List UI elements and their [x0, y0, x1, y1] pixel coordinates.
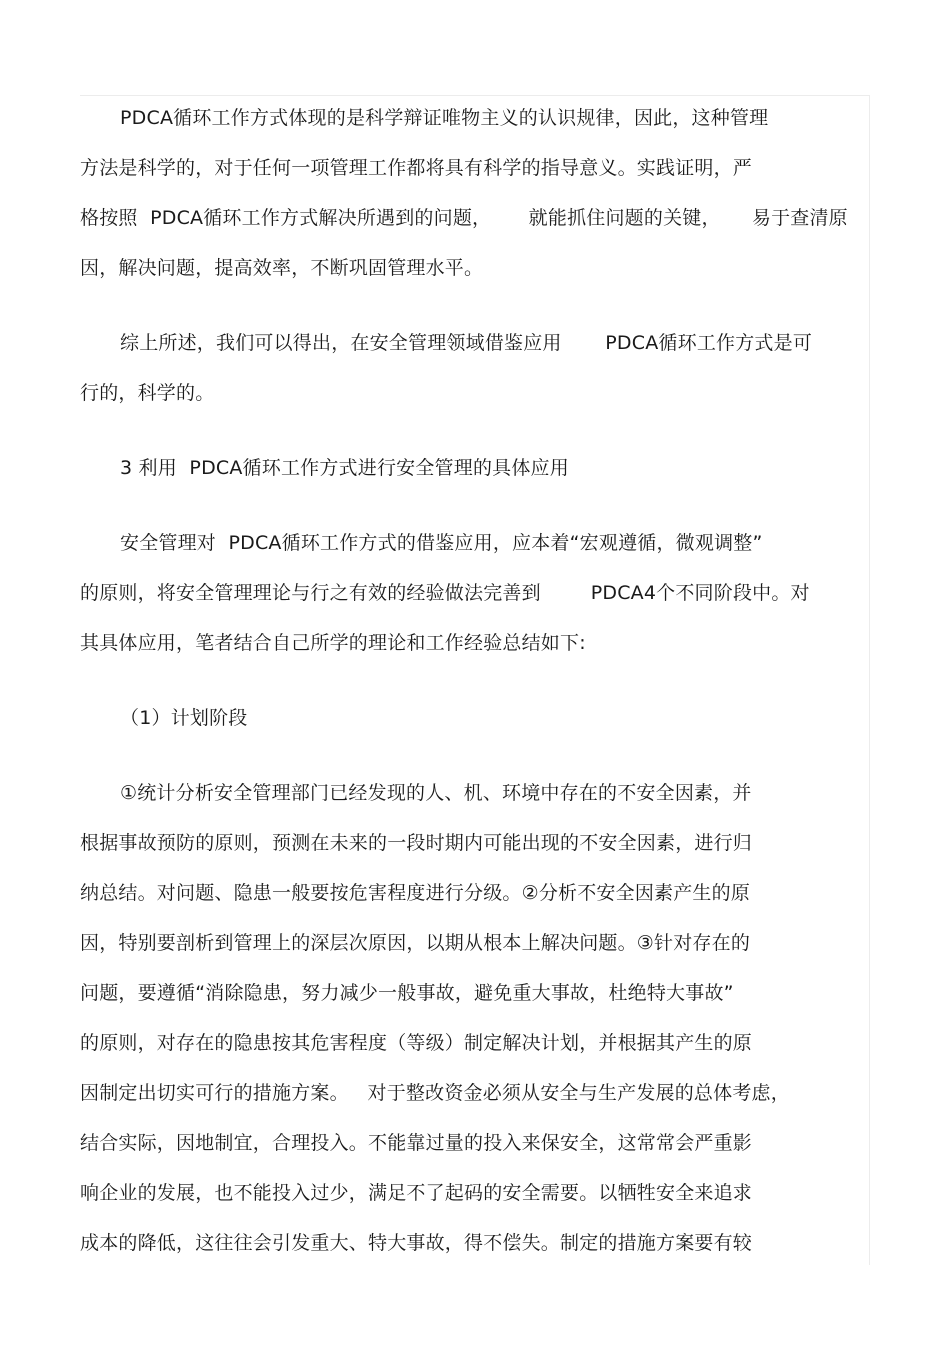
paragraph-3-line-3: 其具体应用，笔者结合自己所学的理论和工作经验总结如下:: [80, 632, 586, 654]
subsection-heading: （1）计划阶段: [120, 707, 248, 729]
paragraph-4-line-8: 结合实际，因地制宜，合理投入。不能靠过量的投入来保安全，这常常会严重影: [80, 1132, 753, 1154]
page-border-top: [80, 95, 870, 96]
paragraph-4-line-7: 因制定出切实可行的措施方案。 对于整改资金必须从安全与生产发展的总体考虑，: [80, 1082, 790, 1104]
paragraph-4-line-3: 纳总结。对问题、隐患一般要按危害程度进行分级。②分析不安全因素产生的原: [80, 882, 751, 904]
paragraph-4-line-6: 的原则，对存在的隐患按其危害程度（等级）制定解决计划，并根据其产生的原: [80, 1032, 753, 1054]
section-heading: 3 利用 PDCA循环工作方式进行安全管理的具体应用: [120, 457, 569, 479]
paragraph-4-line-1: ①统计分析安全管理部门已经发现的人、机、环境中存在的不安全因素，并: [120, 782, 752, 804]
paragraph-4-line-9: 响企业的发展，也不能投入过少，满足不了起码的安全需要。以牺牲安全来追求: [80, 1182, 753, 1204]
paragraph-2-line-1: 综上所述，我们可以得出，在安全管理领域借鉴应用 PDCA循环工作方式是可: [120, 332, 813, 354]
paragraph-3-line-2: 的原则，将安全管理理论与行之有效的经验做法完善到 PDCA4个不同阶段中。对: [80, 582, 810, 604]
paragraph-3-line-1: 安全管理对 PDCA循环工作方式的借鉴应用，应本着“宏观遵循，微观调整”: [120, 532, 763, 554]
paragraph-1-line-3: 格按照 PDCA循环工作方式解决所遇到的问题， 就能抓住问题的关键， 易于查清原: [80, 207, 848, 229]
paragraph-4-line-4: 因，特别要剖析到管理上的深层次原因，以期从根本上解决问题。③针对存在的: [80, 932, 751, 954]
paragraph-1-line-4: 因，解决问题，提高效率，不断巩固管理水平。: [80, 257, 484, 279]
paragraph-1-line-1: PDCA循环工作方式体现的是科学辩证唯物主义的认识规律，因此，这种管理: [120, 107, 769, 129]
paragraph-2-line-2: 行的，科学的。: [80, 382, 215, 404]
paragraph-4-line-5: 问题，要遵循“消除隐患，努力减少一般事故，避免重大事故，杜绝特大事故”: [80, 982, 734, 1004]
paragraph-1-line-2: 方法是科学的，对于任何一项管理工作都将具有科学的指导意义。实践证明，严: [80, 157, 753, 179]
paragraph-4-line-2: 根据事故预防的原则，预测在未来的一段时期内可能出现的不安全因素，进行归: [80, 832, 753, 854]
page-border-right: [869, 95, 870, 1265]
paragraph-4-line-10: 成本的降低，这往往会引发重大、特大事故，得不偿失。制定的措施方案要有较: [80, 1232, 753, 1254]
